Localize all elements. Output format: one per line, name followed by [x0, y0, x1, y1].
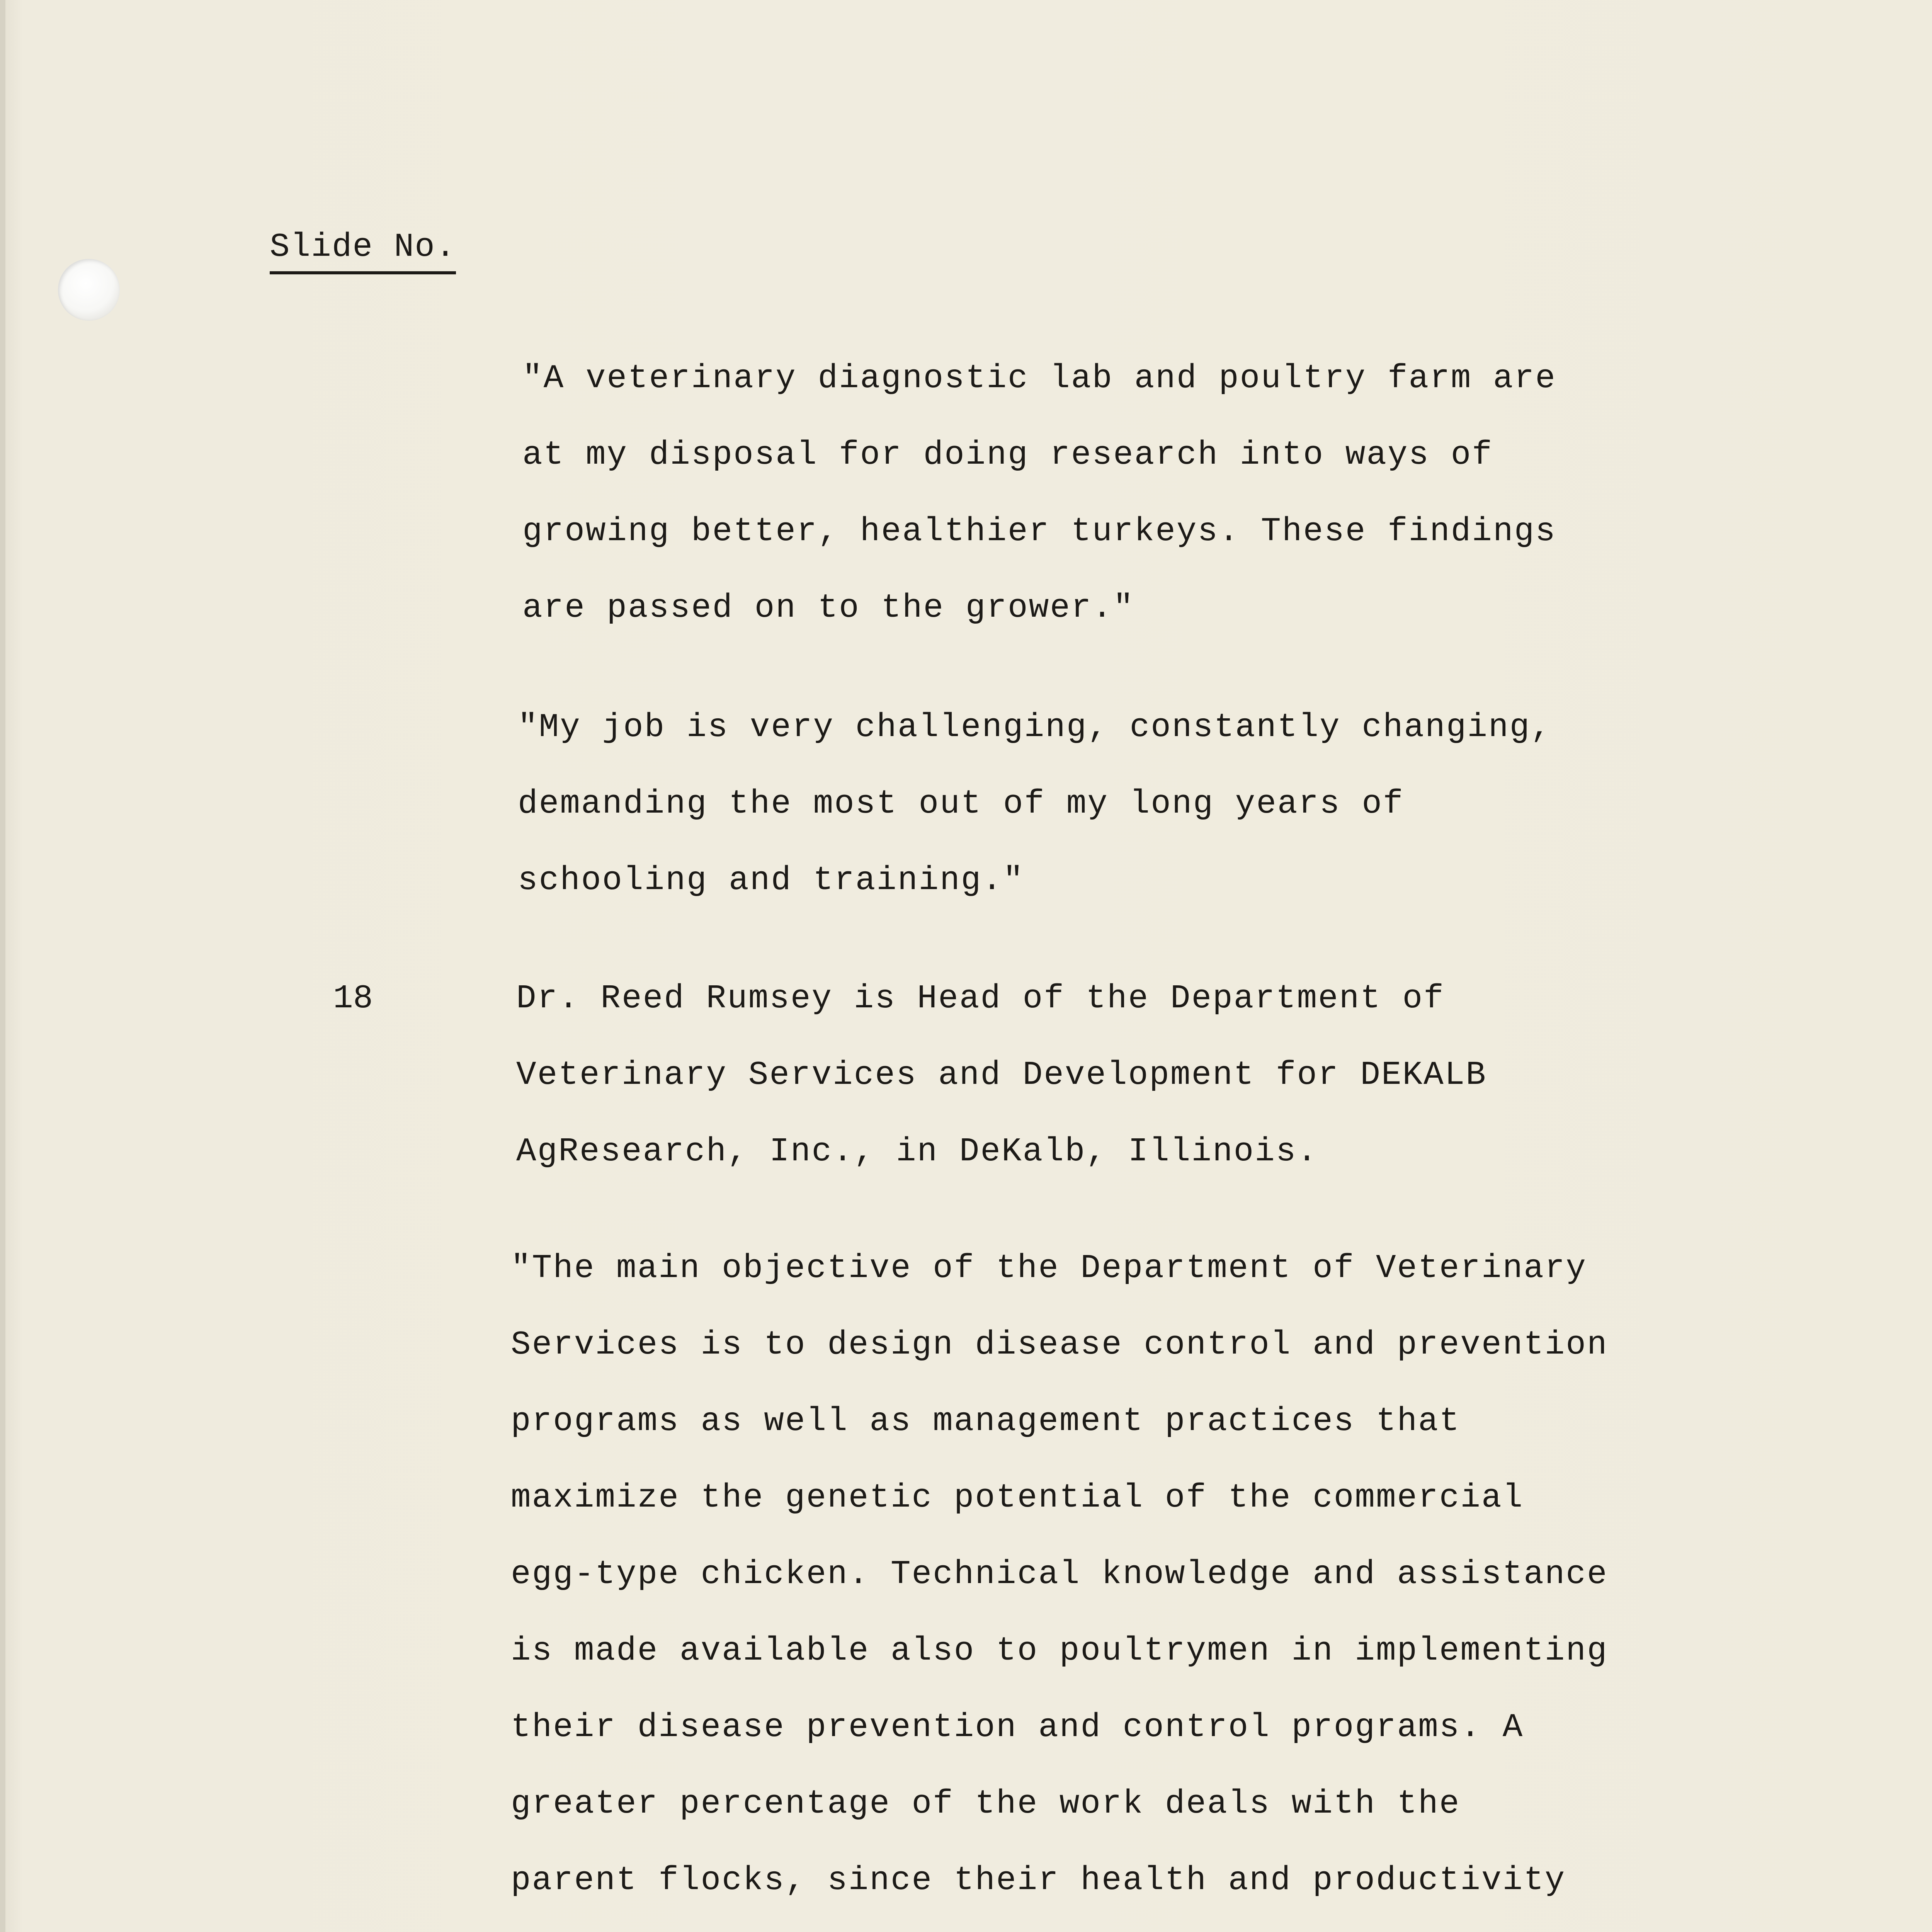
text-line: "A veterinary diagnostic lab and poultry farm are	[522, 359, 1556, 397]
text-line: is made available also to poultrymen in implementing	[511, 1632, 1608, 1670]
text-line: at my disposal for doing research into ways of	[522, 436, 1493, 474]
quote-paragraph-2	[518, 689, 1552, 918]
text-line: programs as well as management practices that	[511, 1402, 1461, 1440]
slide-number-18: 18	[333, 980, 373, 1017]
slide-number-header: Slide No.	[270, 228, 456, 274]
text-line: greater percentage of the work deals with the	[511, 1785, 1461, 1823]
text-line: schooling and training."	[518, 861, 1024, 899]
text-line	[511, 1918, 1608, 1932]
text-line: parent flocks, since their health and productivity	[511, 1861, 1566, 1899]
text-line: AgResearch, Inc., in DeKalb, Illinois.	[516, 1133, 1318, 1170]
text-line: are passed on to the grower."	[522, 589, 1134, 627]
punch-hole-top	[58, 259, 120, 321]
text-line: Veterinary Services and Development for DEKALB	[516, 1056, 1487, 1094]
text-line: growing better, healthier turkeys. These findings	[522, 512, 1556, 550]
paper-edge	[0, 0, 5, 1932]
text-line: egg-type chicken. Technical knowledge and assistance	[511, 1555, 1608, 1593]
text-line: "The main objective of the Department of Veterinary	[511, 1249, 1587, 1287]
text-line: their disease prevention and control programs. A	[511, 1708, 1524, 1746]
text-line: maximize the genetic potential of the commercial	[511, 1479, 1524, 1517]
quote-paragraph-3	[511, 1230, 1608, 1932]
text-line: demanding the most out of my long years of	[518, 785, 1404, 823]
text-line: Dr. Reed Rumsey is Head of the Department of	[516, 980, 1445, 1017]
text-line: "My job is very challenging, constantly changing,	[518, 708, 1552, 746]
text-line: Services is to design disease control and prevention	[511, 1326, 1608, 1364]
quote-paragraph-1	[522, 340, 1556, 646]
bio-paragraph	[516, 960, 1487, 1190]
